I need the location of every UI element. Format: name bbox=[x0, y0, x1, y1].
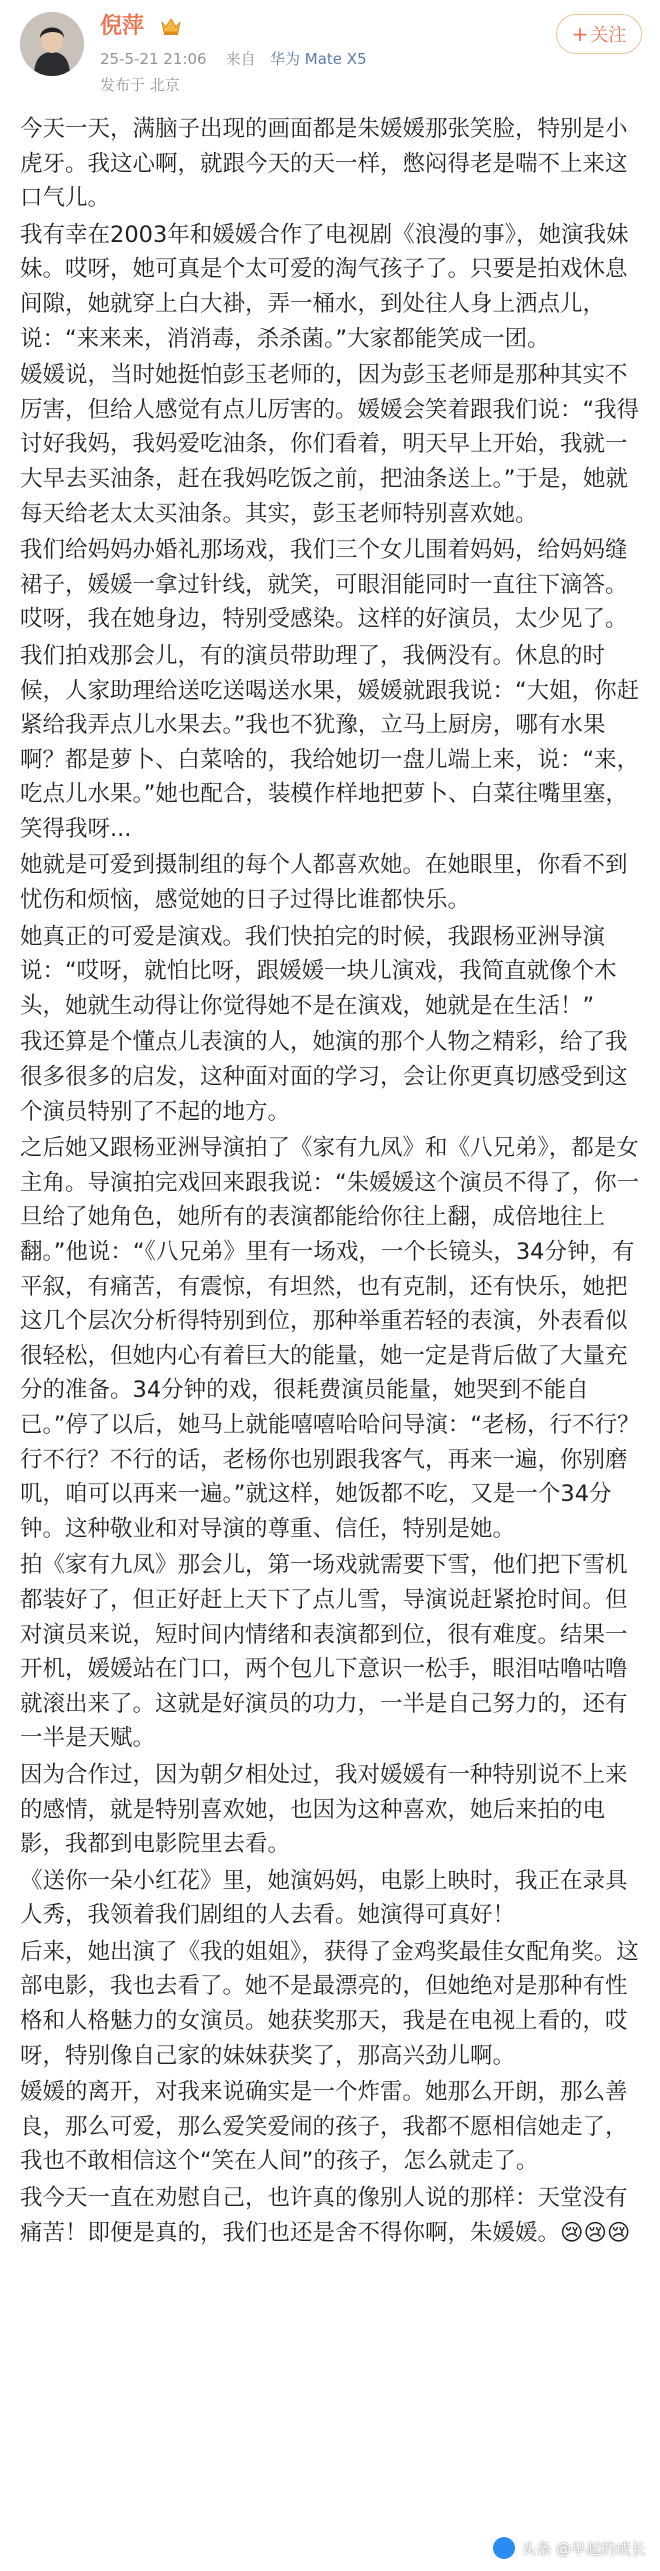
source-prefix: 来自 bbox=[225, 50, 256, 68]
watermark bbox=[493, 2537, 646, 2559]
follow-button[interactable] bbox=[556, 14, 642, 54]
plus-icon: + bbox=[571, 22, 589, 46]
post-paragraph: 我有幸在2003年和媛媛合作了电视剧《浪漫的事》，她演我妹妹。哎呀，她可真是个太可爱的淘气孩子了。只要是拍戏休息间隙，她就穿上白大褂，弄一桶水，到处往人身上洒点儿，说：“来来来，消消毒，杀杀菌。”大家都能笑成一团。 bbox=[20, 221, 629, 352]
post-paragraph: 她就是可爱到摄制组的每个人都喜欢她。在她眼里，你看不到忧伤和烦恼，感觉她的日子过得比谁都快乐。 bbox=[20, 852, 628, 914]
username[interactable]: 倪萍 bbox=[100, 14, 145, 39]
post-paragraph: 媛媛说，当时她挺怕彭玉老师的，因为彭玉老师是那种其实不厉害，但给人感觉有点儿厉害的。媛媛会笑着跟我们说：“我得讨好我妈，我妈爱吃油条，你们看着，明天早上开始，我就一大早去买油条，赶在我妈吃饭之前，把油条送上。”于是，她就每天给老太太买油条。其实，彭玉老师特别喜欢她。 bbox=[20, 362, 640, 527]
post-paragraph: 媛媛的离开，对我来说确实是一个炸雷。她那么开朗，那么善良，那么可爱，那么爱笑爱闹的孩子，我都不愿相信她走了，我也不敢相信这个“笑在人间”的孩子，怎么就走了。 bbox=[20, 2079, 628, 2175]
post-paragraph: 因为合作过，因为朝夕相处过，我对媛媛有一种特别说不上来的感情，就是特别喜欢她，也因为这种喜欢，她后来拍的电影，我都到电影院里去看。 bbox=[20, 1761, 628, 1858]
post-header bbox=[0, 0, 660, 104]
post-paragraph: 我们给妈妈办婚礼那场戏，我们三个女儿围着妈妈，给妈妈缝裙子，媛媛一拿过针线，就笑，可眼泪能同时一直往下滴答。哎呀，我在她身边，特别受感染。这样的好演员，太少见了。 bbox=[20, 537, 628, 633]
crown-icon bbox=[160, 16, 182, 36]
post-paragraph: 《送你一朵小红花》里，她演妈妈，电影上映时，我正在录具人秀，我领着我们剧组的人去看。她演得可真好！ bbox=[20, 1867, 628, 1929]
post-paragraph: 拍《家有九凤》那会儿，第一场戏就需要下雪，他们把下雪机都装好了，但正好赶上天下了点儿雪，导演说赶紧抢时间。但对演员来说，短时间内情绪和表演都到位，很有难度。结果一开机，媛媛站在门口，两个包儿下意识一松手，眼泪咕噜咕噜就滚出来了。这就是好演员的功力，一半是自己努力的，还有一半是天赋。 bbox=[20, 1552, 628, 1752]
post-body bbox=[20, 112, 642, 2252]
watermark-text: 头条 @早起的成长 bbox=[521, 2539, 646, 2558]
post-paragraph: 我还算是个懂点儿表演的人，她演的那个人物之精彩，给了我很多很多的启发，这种面对面的学习，会让你更真切感受到这个演员特别了不起的地方。 bbox=[20, 1029, 628, 1125]
avatar[interactable] bbox=[20, 12, 84, 76]
device-name[interactable]: 华为 Mate X5 bbox=[270, 50, 367, 68]
toutiao-logo-icon bbox=[493, 2537, 515, 2559]
post-paragraph: 之后她又跟杨亚洲导演拍了《家有九凤》和《八兄弟》，都是女主角。导演拍完戏回来跟我说：“朱媛媛这个演员不得了，你一旦给了她角色，她所有的表演都能给你往上翻，成倍地往上翻。”他说：“《八兄弟》里有一场戏，一个长镜头，34分钟，有平叙，有痛苦，有震惊，有坦然，也有克制，还有快乐，她把这几个层次分析得特别到位，那种举重若轻的表演，外表看似很轻松，但她内心有着巨大的能量，她一定是背后做了大量充分的准备。34分钟的戏，很耗费演员能量，她哭到不能自已。”停了以后，她马上就能嘻嘻哈哈问导演：“老杨，行不行？行不行？不行的话，老杨你也别跟我客气，再来一遍，你别磨叽，咱可以再来一遍。”就这样，她饭都不吃，又是一个34分钟。这种敬业和对导演的尊重、信任，特别是她。 bbox=[20, 1135, 640, 1542]
post-paragraph: 她真正的可爱是演戏。我们快拍完的时候，我跟杨亚洲导演说：“哎呀，就怕比呀，跟媛媛一块儿演戏，我简直就像个木头，她就生动得让你觉得她不是在演戏，她就是在生活！” bbox=[20, 923, 617, 1019]
post-timestamp: 25-5-21 21:06 bbox=[100, 50, 207, 68]
post-paragraph: 我今天一直在劝慰自己，也许真的像别人说的那样：天堂没有痛苦！即便是真的，我们也还是舍不得你啊，朱媛媛。😢😢😢 bbox=[20, 2185, 631, 2246]
follow-label: 关注 bbox=[590, 25, 627, 46]
avatar-portrait-icon bbox=[20, 12, 84, 76]
post-paragraph: 今天一天，满脑子出现的画面都是朱媛媛那张笑脸，特别是小虎牙。我这心啊，就跟今天的天一样，憋闷得老是喘不上来这口气儿。 bbox=[20, 116, 628, 212]
post-location: 发布于 北京 bbox=[100, 76, 180, 94]
post-paragraph: 后来，她出演了《我的姐姐》，获得了金鸡奖最佳女配角奖。这部电影，我也去看了。她不是最漂亮的，但她绝对是那种有性格和人格魅力的女演员。她获奖那天，我是在电视上看的，哎呀，特别像自己家的妹妹获奖了，那高兴劲儿啊。 bbox=[20, 1938, 639, 2069]
post-paragraph: 我们拍戏那会儿，有的演员带助理了，我俩没有。休息的时候，人家助理给送吃送喝送水果，媛媛就跟我说：“大姐，你赶紧给我弄点儿水果去。”我也不犹豫，立马上厨房，哪有水果啊？都是萝卜、白菜啥的，我给她切一盘儿端上来，说：“来，吃点儿水果。”她也配合，装模作样地把萝卜、白菜往嘴里塞，笑得我呀... bbox=[20, 642, 640, 842]
post-meta bbox=[100, 48, 367, 70]
